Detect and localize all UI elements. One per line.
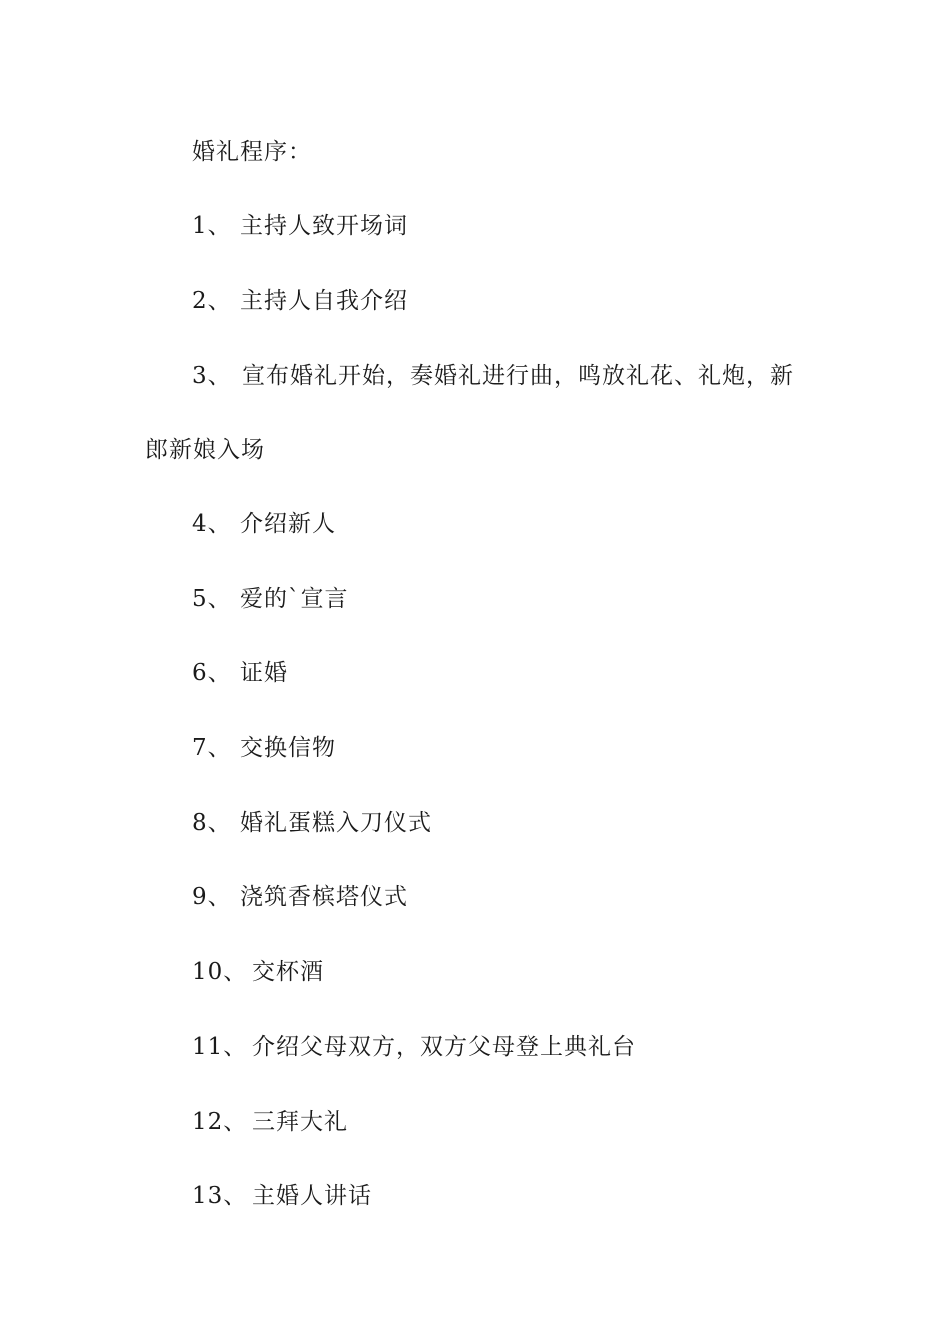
list-item [192,808,432,838]
document-heading: 婚礼程序： [192,139,312,165]
item-number: 1、 [192,213,232,239]
item-number: 8、 [192,810,232,836]
item-text: 主持人自我介绍 [240,288,408,314]
list-item [192,361,794,391]
item-number: 5、 [192,586,232,612]
item-text: 介绍新人 [240,511,336,537]
list-item [192,882,408,912]
item-text: 交换信物 [240,735,336,761]
item-text: 主婚人讲话 [252,1183,372,1209]
item-text: 浇筑香槟塔仪式 [240,884,408,910]
item-number: 11、 [192,1034,248,1060]
list-item [192,211,408,241]
item-number: 10、 [192,959,248,985]
item-number: 9、 [192,884,232,910]
list-item [192,1032,636,1062]
item-text: 交杯酒 [252,959,324,985]
list-item [192,509,336,539]
list-item [192,658,288,688]
list-item [192,584,349,614]
item-text: 爱的`宣言 [240,586,349,612]
item-number: 12、 [192,1109,248,1135]
list-item [192,286,408,316]
item-number: 6、 [192,660,232,686]
item-text: 三拜大礼 [252,1109,348,1135]
list-item [192,733,336,763]
list-item [192,1181,372,1211]
item-number: 3、 [192,363,232,389]
item-text: 主持人致开场词 [240,213,408,239]
item-text: 婚礼蛋糕入刀仪式 [240,810,432,836]
item-number: 7、 [192,735,232,761]
item-number: 2、 [192,288,232,314]
item-text: 介绍父母双方，双方父母登上典礼台 [252,1034,636,1060]
item-text: 宣布婚礼开始，奏婚礼进行曲，鸣放礼花、礼炮，新 [242,363,794,389]
list-item [192,957,324,987]
item-number: 4、 [192,511,232,537]
item-number: 13、 [192,1183,248,1209]
item-text: 证婚 [240,660,288,686]
list-item-continuation: 郎新娘入场 [145,437,265,463]
list-item [192,1107,348,1137]
